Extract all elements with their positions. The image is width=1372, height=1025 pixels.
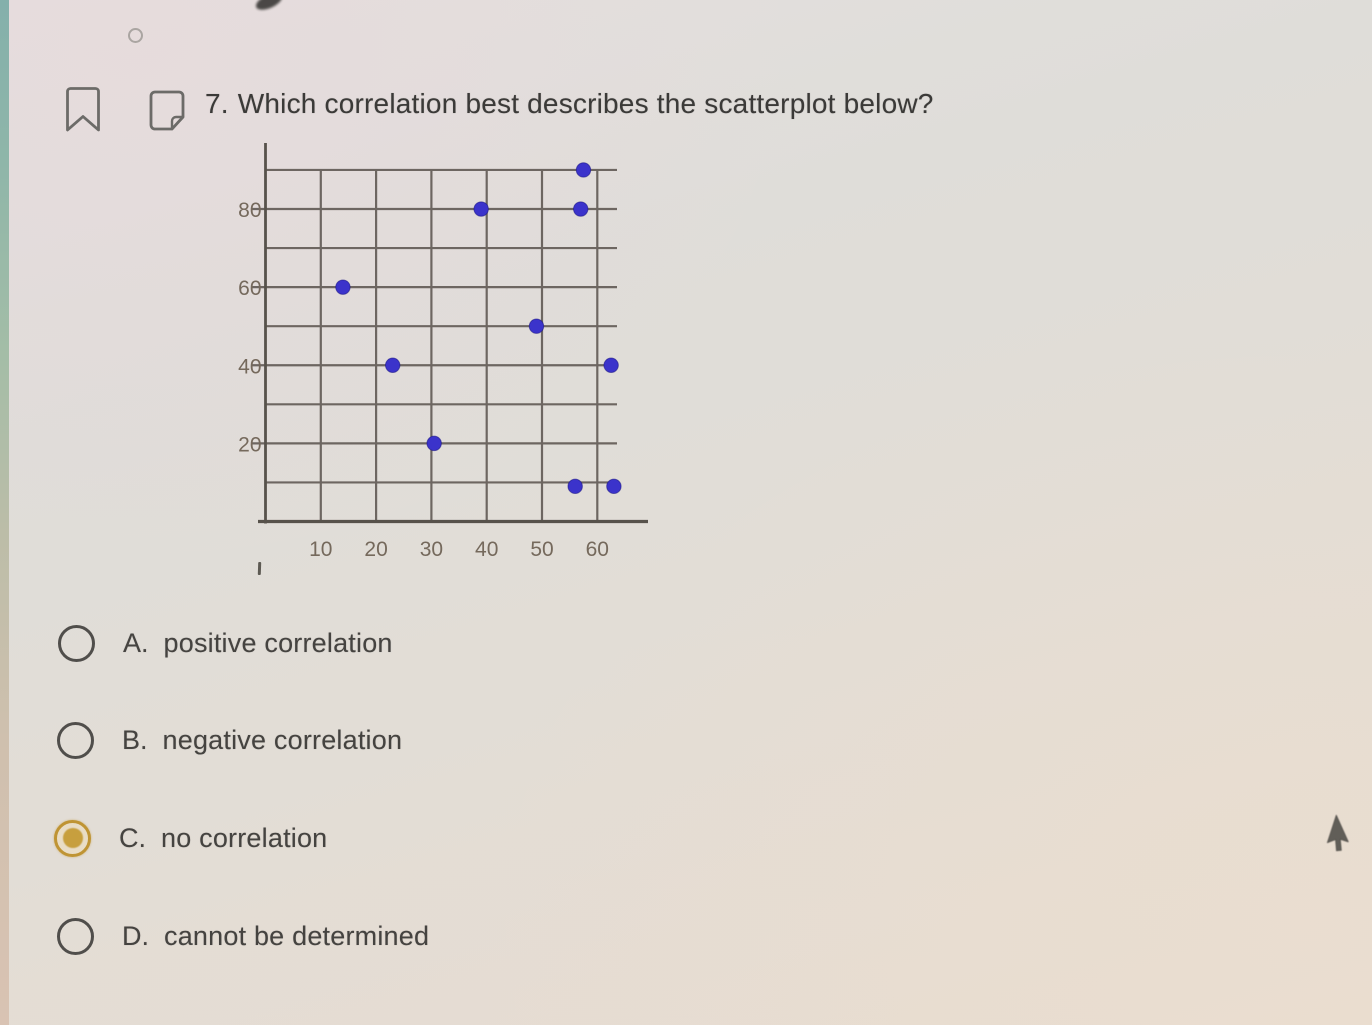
y-tick-label: 40 [238, 355, 262, 379]
data-point [568, 479, 582, 493]
question-title [205, 88, 934, 120]
option-letter: C. [119, 822, 146, 853]
option-a[interactable] [58, 622, 393, 664]
data-point [576, 163, 590, 177]
bookmark-icon[interactable] [64, 86, 102, 133]
radio-button-b[interactable] [57, 722, 94, 759]
radio-button-a[interactable] [58, 625, 95, 662]
option-d[interactable] [57, 915, 429, 957]
photo-smudge [254, 0, 285, 13]
option-c[interactable] [54, 817, 327, 859]
y-tick-label: 60 [238, 277, 262, 301]
x-tick-label: 10 [309, 538, 333, 561]
data-point [529, 319, 543, 333]
option-letter: A. [123, 627, 149, 658]
option-label: negative correlation [162, 724, 403, 755]
option-letter: D. [122, 920, 149, 951]
radio-button-c[interactable] [54, 820, 91, 857]
x-tick-label: 40 [475, 538, 499, 561]
x-tick-label: 20 [364, 538, 388, 561]
radio-dot [63, 828, 83, 848]
data-point [474, 202, 488, 216]
option-label: positive correlation [163, 627, 393, 658]
data-point [607, 479, 621, 493]
x-tick-label: 60 [585, 538, 609, 561]
stray-mark [258, 562, 261, 575]
radio-button-d[interactable] [57, 918, 94, 955]
option-label: no correlation [161, 822, 328, 853]
data-point [574, 202, 588, 216]
option-label: cannot be determined [164, 920, 430, 951]
data-point [427, 436, 441, 450]
option-b[interactable] [57, 719, 402, 761]
screen-edge-strip [0, 0, 9, 1025]
data-point [336, 280, 350, 294]
y-tick-label: 80 [238, 199, 262, 223]
question-number: 7. [205, 88, 229, 119]
question-text: Which correlation best describes the scatterplot below? [237, 88, 934, 119]
small-circle-artifact [128, 28, 143, 43]
x-tick-label: 30 [419, 538, 444, 561]
option-letter: B. [122, 724, 148, 755]
data-point [604, 358, 618, 372]
mouse-cursor-icon [1320, 813, 1357, 859]
x-tick-label: 50 [530, 538, 554, 561]
data-point [385, 358, 399, 372]
note-icon[interactable] [146, 89, 188, 133]
y-tick-label: 20 [238, 433, 262, 457]
